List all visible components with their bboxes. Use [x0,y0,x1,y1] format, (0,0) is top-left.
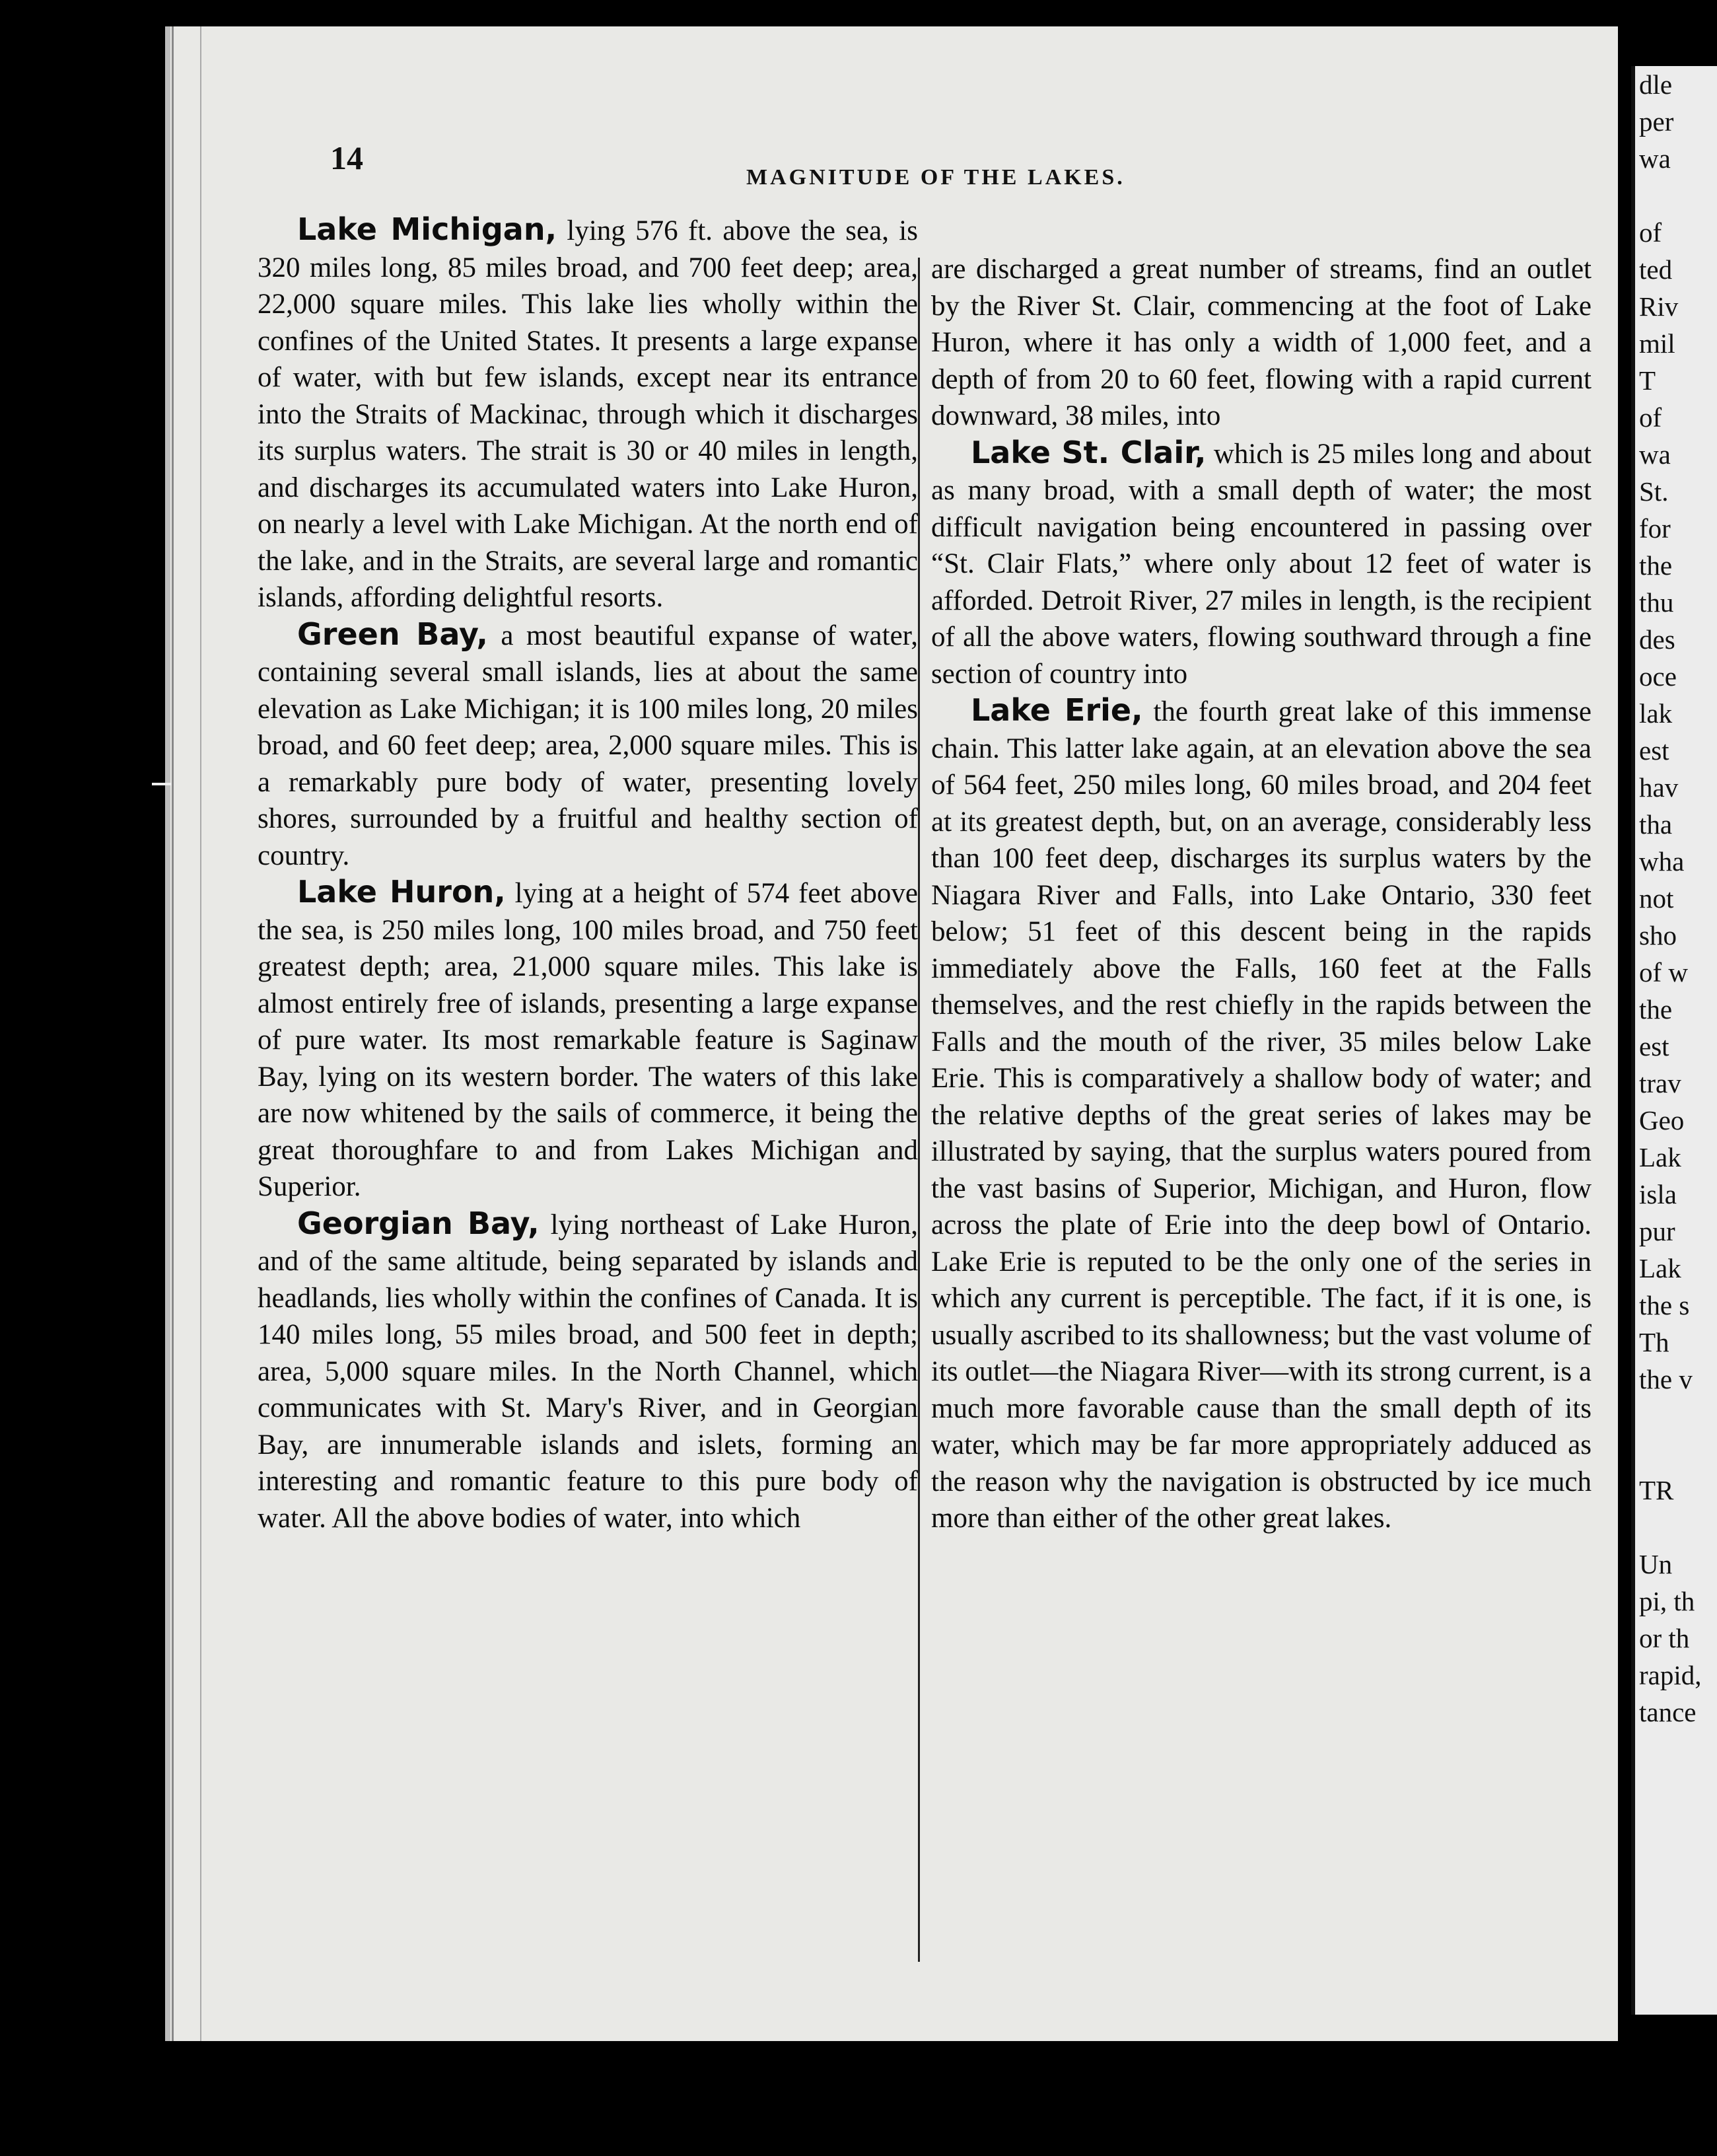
fragment-line: pi, th [1639,1586,1695,1616]
fragment-line: for [1639,513,1671,544]
fragment-line: Geo [1639,1105,1685,1135]
fragment-line: est [1639,735,1669,766]
paragraph [931,251,1592,435]
fragment-line: rapid, [1639,1660,1702,1690]
right-column [931,251,1592,1968]
page-edge [172,26,201,2041]
section-title: Lake Erie, [971,692,1143,728]
fragment-line: wa [1639,439,1671,470]
fragment-line: of [1639,217,1662,248]
fragment-line: lak [1639,698,1673,729]
fragment-line [1635,1435,1717,1472]
paragraph [258,616,918,875]
fragment-line: des [1639,624,1675,655]
fragment-line [1635,177,1717,214]
fragment-line: the [1639,550,1673,581]
fragment-line: est [1639,1031,1669,1061]
fragment-line: mil [1639,328,1675,359]
fragment-line: of [1639,402,1662,433]
fragment-line: or th [1639,1623,1690,1653]
paragraph-text: a most beautiful expanse of water, containing several small islands, lies at about the same elevation as Lake Michigan; it is 100 miles long, 20 miles broad, and 60 feet deep; area, 2,000 square miles. This is a remarkably pure body of water, presenting lovely shores, surrounded by a fruitful and healthy section of country. [258,620,919,871]
fragment-line: St. [1639,476,1669,507]
fragment-line: isla [1639,1179,1677,1209]
paragraph [258,1205,918,1537]
paragraph-text: are discharged a great number of streams, find an outlet by the River St. Clair, commencing at the foot of Lake Huron, where it has only a width of 1,000 feet, and a depth of from 20 to 60 feet, flowing with a rapid current downward, 38 miles, into [931,254,1592,431]
fragment-line: thu [1639,587,1674,618]
paragraph-text: lying northeast of Lake Huron, and of the same altitude, being separated by islands and headlands, lies wholly within the confines of Canada. It is 140 miles long, 55 miles broad, and 500 feet in depth; area, 5,000 square miles. In the North Channel, which communicates with St. Mary's River, and in Georgian Bay, are innumerable islands and islets, forming an interesting and romantic feature to this pure body of water. All the above bodies of water, into which [258,1209,919,1534]
section-title: Georgian Bay, [297,1205,540,1241]
fragment-line: not [1639,883,1674,914]
running-head: MAGNITUDE OF THE LAKES. [746,165,1125,190]
fragment-line: TR [1639,1475,1674,1505]
page-number: 14 [330,139,363,176]
fragment-line: pur [1639,1216,1675,1246]
fragment-line: the v [1639,1364,1693,1394]
section-title: Lake Michigan, [297,211,557,247]
fragment-line: Riv [1639,291,1679,322]
paragraph-text: lying at a height of 574 feet above the sea, is 250 miles long, 100 miles broad, and 750 feet greatest depth; area, 21,000 square miles. This lake is almost entirely free of islands, presenting a large expanse of pure water. Its most remarkable feature is Saginaw Bay, lying on its western border. The waters of this lake are now whitened by the sails of commerce, it being the great thoroughfare to and from Lakes Michigan and Superior. [258,878,919,1202]
fragment-line: of w [1639,957,1689,988]
section-title: Lake Huron, [297,874,506,910]
section-title: Lake St. Clair, [971,434,1207,470]
fragment-line: tance [1639,1697,1697,1727]
fragment-line: tha [1639,809,1673,840]
section-title: Green Bay, [297,616,488,652]
column-rule [918,258,920,1962]
paragraph-text: the fourth great lake of this immense chain. This latter lake again, at an elevation above the sea of 564 feet, 250 miles long, 60 miles broad, and 204 feet at its greatest depth, but, on an average, considerably less than 100 feet deep, discharges its surplus waters by the Niagara River and Falls, into Lake Ontario, 330 feet below; 51 feet of this descent being in the rapids immediately above the Falls, 160 feet at the Falls themselves, and the rest chiefly in the rapids between the Falls and the mouth of the river, 35 miles below Lake Erie. This is comparatively a shallow body of water; and the relative depths of the great series of lakes may be illustrated by saying, that the surplus waters poured from the vast basins of Superior, Michigan, and Huron, flow across the plate of Erie into the deep bowl of Ontario. Lake Erie is reputed to be the only one of the series in which any current is perceptible. The fact, if it is one, is usually ascribed to its shallowness; but the vast volume of its outlet—the Niagara River—with its strong current, is a much more favorable cause than the small depth of its water, which may be far more appropriately adduced as the reason why the navigation is obstructed by ice much more than either of the other great lakes. [931,696,1592,1534]
fragment-line [1635,1398,1717,1435]
page-header [330,139,1453,198]
fragment-line: T [1639,365,1656,396]
fragment-line: Th [1639,1327,1669,1357]
fragment-line: sho [1639,920,1677,951]
fragment-line: Lak [1639,1142,1681,1172]
paragraph-text: lying 576 ft. above the sea, is 320 miles long, 85 miles broad, and 700 feet deep; area, 22,000 square miles. This lake lies wholly within the confines of the United States. It presents a large expanse of water, with but few islands, except near its entrance into the Straits of Mackinac, through which it discharges its surplus waters. The strait is 30 or 40 miles in length, and discharges its accumulated waters into Lake Huron, on nearly a level with Lake Michigan. At the north end of the lake, and in the Straits, are several large and romantic islands, affording delightful resorts. [258,215,918,613]
left-column [258,211,918,1929]
paragraph [931,435,1592,693]
fragment-line: the s [1639,1290,1690,1320]
fragment-line: Lak [1639,1253,1681,1283]
fragment-line: Un [1639,1549,1673,1579]
fragment-line: hav [1639,772,1679,803]
fragment-line: oce [1639,661,1677,692]
paragraph [258,874,918,1205]
fragment-line: per [1639,106,1674,137]
adjacent-page-fragment [1631,66,1717,2015]
paragraph-text: which is 25 miles long and about as many broad, with a small depth of water; the most difficult navigation being encountered in passing over “St. Clair Flats,” where only about 12 feet of water is afforded. Detroit River, 27 miles in length, is the recipient of all the above waters, flowing southward through a fine section of country into [931,438,1592,690]
fragment-line: wa [1639,143,1671,174]
fragment-line: dle [1639,69,1673,100]
paragraph [931,692,1592,1537]
paragraph [258,211,918,616]
fragment-line [1635,1509,1717,1546]
fragment-line: the [1639,994,1673,1024]
fragment-line: trav [1639,1068,1681,1098]
fragment-line: ted [1639,254,1673,285]
margin-tick [152,783,172,785]
fragment-line: wha [1639,846,1685,877]
